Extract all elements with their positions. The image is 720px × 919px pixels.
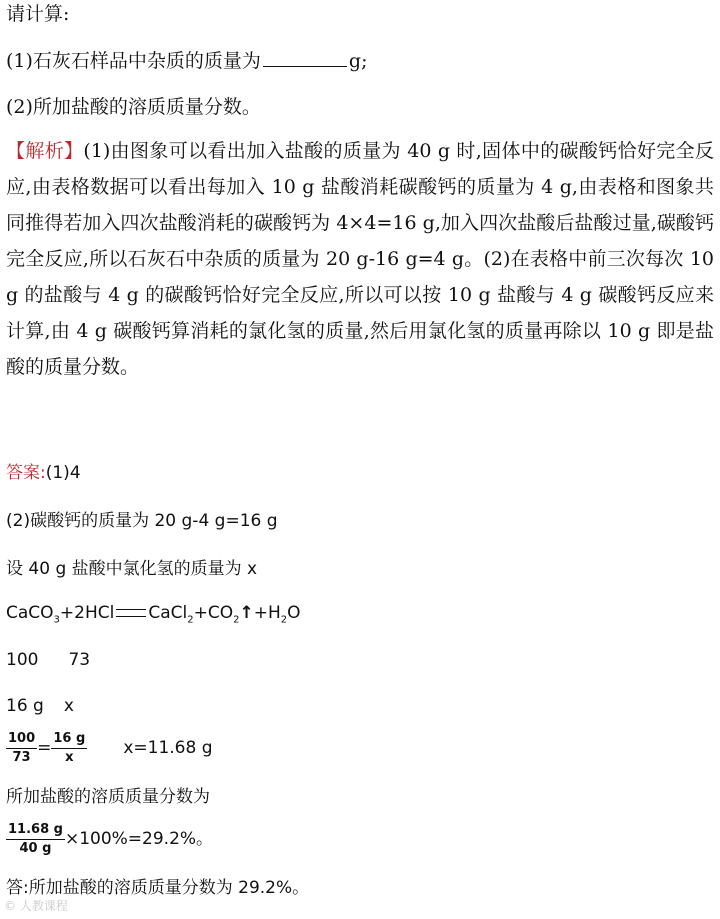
mass-caco3: 100 [6, 650, 39, 670]
analysis-paragraph [6, 133, 714, 385]
percent-result: ×100%=29.2%。 [64, 829, 214, 849]
fraction-100-73 [6, 731, 37, 766]
gas-arrow-icon: ↑ [239, 603, 254, 623]
fraction-16g-x [51, 731, 87, 766]
eq-caco3: CaCO [6, 603, 54, 623]
percent-line [6, 820, 213, 858]
final-answer: 答:所加盐酸的溶质质量分数为 29.2%。 [6, 878, 310, 898]
question-2: (2)所加盐酸的溶质质量分数。 [6, 96, 261, 118]
mass-row-1 [6, 648, 90, 672]
eq-hcl: +2HCl [59, 603, 115, 623]
mass-hcl: 73 [68, 650, 91, 670]
eq-co2: +CO [193, 603, 234, 623]
question-1 [6, 49, 368, 73]
fraction-denominator: x [65, 749, 74, 765]
unknown-mass: x [63, 696, 74, 716]
question-1-unit: g; [348, 50, 368, 72]
fraction-numerator: 100 [6, 731, 37, 749]
given-mass: 16 g [6, 696, 44, 716]
mass-row-2 [6, 694, 74, 718]
fraction-denominator: 40 g [19, 840, 52, 856]
fraction-label: 所加盐酸的溶质质量分数为 [6, 787, 210, 807]
eq-sub-3: 3 [53, 614, 60, 626]
x-result: x=11.68 g [123, 738, 213, 758]
fraction-numerator: 16 g [51, 731, 87, 749]
equals-sign: = [37, 738, 52, 758]
proportion-line [6, 730, 213, 766]
chemical-equation [6, 601, 301, 632]
fraction-denominator: 73 [12, 749, 31, 765]
answer-2-line-2: 设 40 g 盐酸中氯化氢的质量为 x [6, 559, 258, 579]
equals-sign-icon [116, 609, 146, 617]
answer-1-value: (1)4 [45, 463, 81, 483]
answer-blank [263, 50, 347, 67]
fraction-1168-40 [6, 822, 65, 857]
eq-h2o: +H [253, 603, 281, 623]
eq-cacl2: CaCl [148, 603, 188, 623]
analysis-label: 【解析】 [6, 140, 84, 162]
eq-o: O [287, 603, 301, 623]
answer-2-line-1: (2)碳酸钙的质量为 20 g-4 g=16 g [6, 511, 278, 531]
question-1-text: (1)石灰石样品中杂质的质量为 [6, 50, 261, 72]
question-prompt: 请计算: [6, 3, 70, 25]
answer-1 [6, 461, 81, 485]
eq-sub-2b: 2 [233, 614, 240, 626]
eq-sub-2c: 2 [280, 614, 288, 626]
analysis-text: (1)由图象可以看出加入盐酸的质量为 40 g 时,固体中的碳酸钙恰好完全反应,由表格数据可以看出每加入 10 g 盐酸消耗碳酸钙的质量为 4 g,由表格和图象共同推得若加入四次盐酸消耗的碳酸钙为 4×4=16 g,加入四次盐酸后盐酸过量,碳酸钙完全反应,所以石灰石中杂质的质量为 20 g-16 g=4 g。(2)在表格中前三次每次 10 g 的盐酸与 4 g 的碳酸钙恰好完全反应,所以可以按 10 g 盐酸与 4 g 碳酸钙反应来计算,由 4 g 碳酸钙算消耗的氯化氢的质量,然后用氯化氢的质量再除以 10 g 即是盐酸的质量分数。 [6, 140, 714, 378]
fraction-numerator: 11.68 g [6, 822, 65, 840]
watermark-logo: © 人教课程 [4, 899, 68, 913]
eq-sub-2a: 2 [187, 614, 194, 626]
answer-label: 答案: [6, 463, 46, 483]
